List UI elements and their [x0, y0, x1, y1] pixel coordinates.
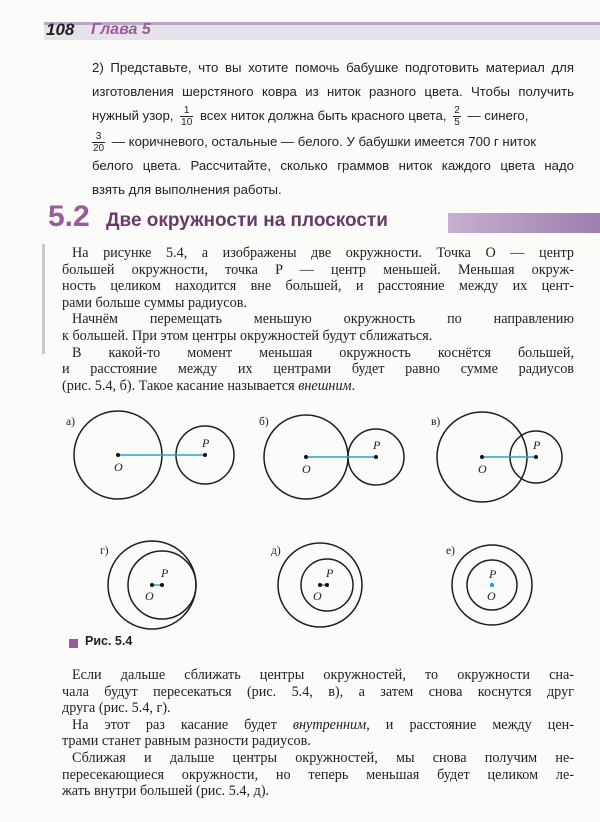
task-line: изготовления шерстяного ковра из ниток разного цвета. Чтобы получить: [92, 84, 574, 99]
center-point-p-a: [203, 453, 207, 457]
point-label-p-g: P: [161, 566, 169, 580]
center-point-op-e: [490, 583, 494, 587]
fraction-numerator: 2: [454, 105, 460, 117]
point-label-o-v: O: [478, 462, 487, 476]
paragraph-line: рами больше суммы радиусов.: [62, 294, 247, 311]
center-point-p-v: [534, 455, 538, 459]
paragraph-line: и расстояние между их центрами будет равно сумме радиусов: [62, 361, 574, 378]
paragraph-text: На этот раз касание будет: [72, 716, 277, 733]
paragraph-line: В какой-то момент меньшая окружность коснётся большей,: [72, 344, 574, 361]
caption-marker: [69, 639, 78, 648]
panel-label-b: б): [259, 416, 269, 428]
fraction-denominator: 5: [454, 117, 460, 129]
point-label-o-d: O: [313, 589, 322, 603]
task-line: 2) Представьте, что вы хотите помочь бабушке подготовить материал для: [92, 60, 574, 75]
paragraph-line: Если дальше сближать центры окружностей, то окружности сна-: [72, 667, 574, 683]
paragraph-line: друга (рис. 5.4, г).: [62, 700, 171, 717]
paragraph-line: трами станет равным разности радиусов.: [62, 733, 311, 750]
task-line: белого цвета. Рассчитайте, сколько граммов ниток каждого цвета надо: [92, 158, 574, 173]
paragraph-line: ность целиком находится вне большей, и расстояние между их цент-: [62, 278, 574, 295]
paragraph-line: жать внутри большей (рис. 5.4, д).: [62, 783, 270, 800]
paragraph-line: пересекающиеся окружности, но теперь меньшая будет целиком ле-: [62, 766, 574, 783]
point-label-p-v: P: [533, 438, 541, 452]
task-text: всех ниток должна быть красного цвета,: [199, 108, 447, 123]
emphasis-term: внутренним: [292, 716, 367, 733]
paragraph-text: (рис. 5.4, б). Такое касание называется: [62, 377, 295, 394]
center-point-o-b: [304, 455, 308, 459]
emphasis-term: внешним: [298, 377, 352, 394]
center-point-o-a: [116, 453, 120, 457]
point-label-p-a: P: [202, 436, 210, 450]
paragraph-line: Сближая и дальше центры окружностей, мы снова получим не-: [72, 749, 574, 766]
figure-caption: Рис. 5.4: [85, 634, 133, 648]
task-text: нужный узор,: [92, 108, 174, 123]
paragraph-line: На рисунке 5.4, а изображены две окружности. Точка O — центр: [72, 245, 574, 261]
point-label-p-e: P: [489, 567, 497, 581]
paragraph-line: чала будут пересекаться (рис. 5.4, в), а затем снова коснутся друг: [62, 683, 574, 700]
paragraph-line: [62, 717, 574, 734]
paragraph-text: , и расстояние между цен-: [366, 716, 574, 733]
task-line: взять для выполнения работы.: [92, 182, 282, 197]
task-text: — синего,: [467, 108, 529, 123]
panel-label-v: в): [431, 416, 441, 428]
paragraph-line: Начнём перемещать меньшую окружность по направлению: [72, 311, 574, 328]
fraction-numerator: 3: [92, 131, 105, 143]
panel-label-e: е): [446, 545, 455, 557]
task-text: — коричневого, остальные — белого. У бабушки имеется 700 г ниток: [111, 134, 537, 149]
point-label-o-b: O: [302, 462, 311, 476]
panel-label-g: г): [100, 545, 109, 557]
fraction-denominator: 20: [93, 143, 105, 155]
point-label-p-d: P: [326, 566, 334, 580]
paragraph-line: к большей. При этом центры окружностей будут сближаться.: [62, 327, 433, 344]
page-number: 108: [46, 20, 75, 39]
point-label-o-a: O: [114, 460, 123, 474]
center-point-p-b: [374, 455, 378, 459]
center-point-o-g: [150, 583, 154, 587]
fraction-denominator: 10: [181, 117, 193, 129]
fraction-numerator: 1: [180, 105, 193, 117]
panel-label-d: д): [271, 545, 281, 557]
point-label-p-b: P: [373, 438, 381, 452]
point-label-o-e: O: [487, 589, 496, 603]
section-title: Две окружности на плоскости: [106, 210, 388, 231]
section-number: 5.2: [48, 200, 90, 233]
center-point-p-g: [160, 583, 164, 587]
paragraph-line: большей окружности, точка P — центр меньшей. Меньшая окруж-: [62, 261, 574, 278]
point-label-o-g: O: [145, 589, 154, 603]
paragraph: [62, 667, 574, 800]
center-point-o-v: [480, 455, 484, 459]
panel-label-a: а): [66, 416, 75, 428]
center-point-o-d: [318, 583, 322, 587]
chapter-title: Глава 5: [91, 21, 151, 38]
center-point-p-d: [325, 583, 329, 587]
paragraph-text: .: [351, 377, 356, 394]
